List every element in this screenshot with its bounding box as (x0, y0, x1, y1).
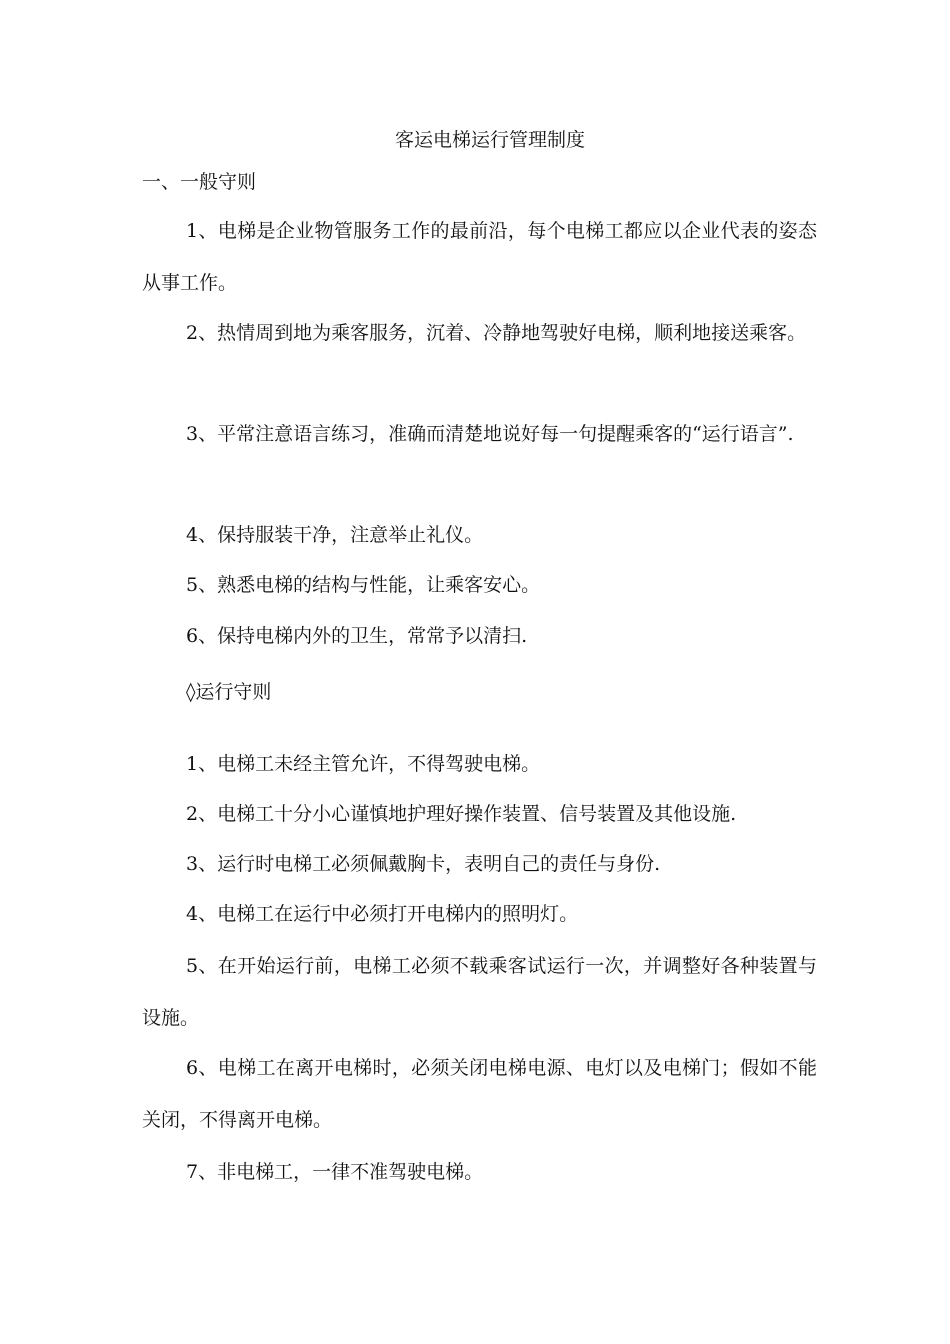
rule-item: 7、非电梯工，一律不准驾驶电梯。 (186, 1161, 484, 1183)
rule-item: 2、电梯工十分小心谨慎地护理好操作装置、信号装置及其他设施. (186, 803, 737, 825)
rule-item: 4、保持服装干净，注意举止礼仪。 (186, 524, 484, 546)
rule-item: 6、保持电梯内外的卫生，常常予以清扫. (186, 625, 528, 647)
section-heading-operation-rules: ◊运行守则 (186, 681, 272, 703)
rule-item: 1、电梯是企业物管服务工作的最前沿，每个电梯工都应以企业代表的姿态从事工作。 (142, 220, 817, 294)
document-title: 客运电梯运行管理制度 (394, 129, 585, 151)
rule-item: 5、熟悉电梯的结构与性能，让乘客安心。 (186, 574, 541, 596)
rule-item: 2、热情周到地为乘客服务，沉着、冷静地驾驶好电梯，顺利地接送乘客。 (186, 322, 807, 344)
rule-item: 6、电梯工在离开电梯时，必须关闭电梯电源、电灯以及电梯门；假如不能关闭，不得离开电梯。 (142, 1057, 817, 1131)
section-heading-general-rules: 一、一般守则 (142, 171, 257, 193)
rule-item: 5、在开始运行前，电梯工必须不载乘客试运行一次，并调整好各种装置与设施。 (142, 955, 817, 1029)
rule-item: 3、平常注意语言练习，准确而清楚地说好每一句提醒乘客的“运行语言”. (186, 423, 794, 445)
rule-item: 3、运行时电梯工必须佩戴胸卡，表明自己的责任与身份. (186, 853, 661, 875)
rule-item: 4、电梯工在运行中必须打开电梯内的照明灯。 (186, 903, 579, 925)
rule-item: 1、电梯工未经主管允许，不得驾驶电梯。 (186, 753, 541, 775)
